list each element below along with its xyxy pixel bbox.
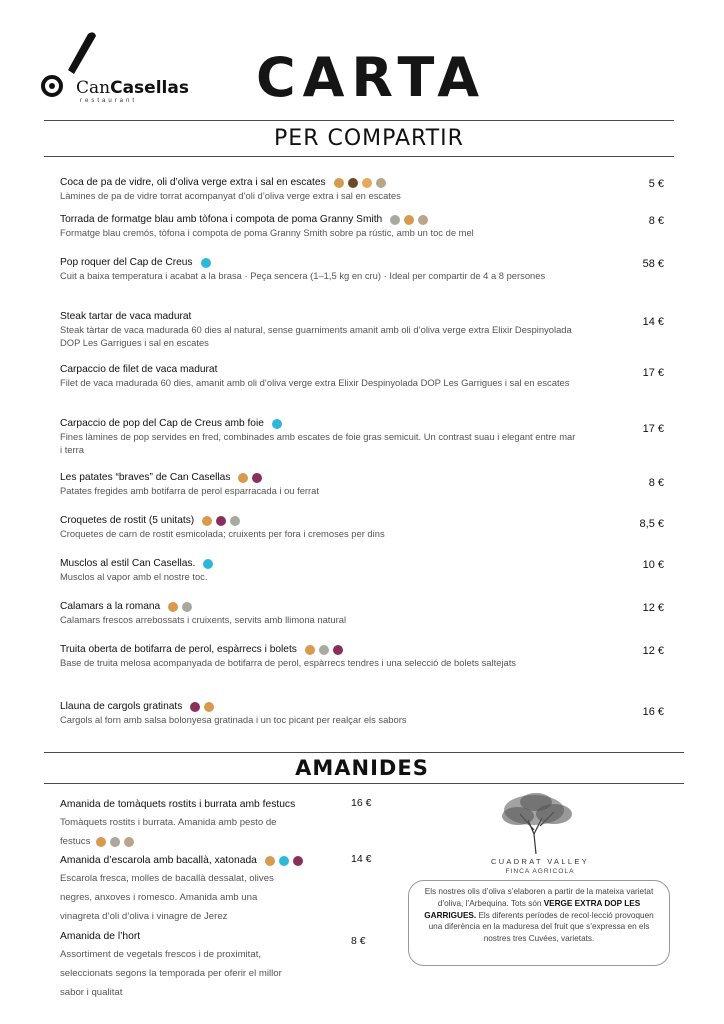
item-name bbox=[60, 310, 680, 323]
allergen-icons bbox=[272, 419, 282, 429]
salad-desc: seleccionats segons la temporada per oferir el millor bbox=[60, 968, 282, 979]
menu-item bbox=[60, 256, 680, 282]
allergen-icons bbox=[334, 178, 386, 188]
item-price: 16 € bbox=[642, 706, 664, 718]
menu-item bbox=[60, 514, 680, 540]
menu-item bbox=[60, 557, 680, 583]
section-title-compartir: PER COMPARTIR bbox=[274, 126, 464, 151]
item-price: 10 € bbox=[642, 559, 664, 571]
menu-item bbox=[60, 471, 680, 497]
mustard-icon bbox=[319, 645, 329, 655]
item-name bbox=[60, 176, 680, 189]
mustard-icon bbox=[182, 602, 192, 612]
menu-item bbox=[60, 213, 680, 239]
item-desc: Base de truita melosa acompanyada de botifarra de perol, espàrrecs tendres i una selecció de bolets saltejats bbox=[60, 657, 516, 668]
item-name bbox=[60, 471, 680, 484]
item-desc: Fines làmines de pop servides en fred, combinades amb escates de foie gras semicuit. Un contrast suau i elegant entre mar i terra bbox=[60, 431, 576, 455]
dairy-icon bbox=[348, 178, 358, 188]
salad-item bbox=[60, 852, 350, 926]
allergen-icons bbox=[203, 559, 213, 569]
item-desc: Steak tàrtar de vaca madurada 60 dies al natural, sense guarniments amanit amb oli d’oliva verge extra Elixir Despinyolada DOP Les Garrigues i sal en escates bbox=[60, 324, 572, 348]
item-name-text: Truita oberta de botifarra de perol, espàrrecs i bolets bbox=[60, 644, 297, 655]
salad-price: 8 € bbox=[351, 935, 366, 947]
brand-name: CanCasellas bbox=[76, 78, 189, 98]
section-title-amanides: AMANIDES bbox=[295, 756, 429, 780]
salad-desc: Escarola fresca, molles de bacallà dessalat, olives bbox=[60, 873, 274, 884]
gluten-icon bbox=[404, 215, 414, 225]
gluten-icon bbox=[96, 837, 106, 847]
divider bbox=[44, 156, 674, 157]
item-price: 8,5 € bbox=[639, 518, 664, 530]
item-price: 12 € bbox=[642, 602, 664, 614]
oil-text-bold: VERGE EXTRA DOP LES GARRIGUES. bbox=[424, 898, 641, 920]
salad-item bbox=[60, 796, 350, 851]
allergen-icons bbox=[238, 473, 262, 483]
sulph-icon bbox=[252, 473, 262, 483]
item-name bbox=[60, 600, 680, 613]
item-name bbox=[60, 643, 680, 656]
fish-icon bbox=[279, 856, 289, 866]
sulph-icon bbox=[190, 702, 200, 712]
salad-desc: Assortiment de vegetals frescos i de proximitat, bbox=[60, 949, 262, 960]
menu-item bbox=[60, 310, 680, 349]
item-name-text: Croquetes de rostit (5 unitats) bbox=[60, 515, 195, 526]
oil-sub: FINCA AGRICOLA bbox=[505, 868, 575, 875]
salad-name bbox=[60, 852, 350, 869]
salad-desc: sabor i qualitat bbox=[60, 987, 123, 998]
divider bbox=[44, 120, 674, 121]
item-name bbox=[60, 514, 680, 527]
item-name bbox=[60, 700, 680, 713]
sulph-icon bbox=[216, 516, 226, 526]
oil-info-box bbox=[408, 880, 670, 966]
salad-item bbox=[60, 928, 350, 1002]
oil-brand: CUADRAT VALLEY bbox=[490, 857, 590, 866]
item-price: 5 € bbox=[648, 178, 664, 190]
sulphite-icon bbox=[293, 856, 303, 866]
salad-desc bbox=[60, 832, 350, 851]
item-price: 12 € bbox=[642, 645, 664, 657]
gluten-icon bbox=[265, 856, 275, 866]
salad-name: Amanida de l’hort bbox=[60, 931, 141, 942]
item-name bbox=[60, 256, 680, 269]
allergen-icons bbox=[305, 645, 343, 655]
item-desc: Patates fregides amb botifarra de perol esparracada i ou ferrat bbox=[60, 485, 319, 496]
menu-item bbox=[60, 600, 680, 626]
salad-desc-line: festucs bbox=[60, 836, 91, 847]
gluten-icon bbox=[238, 473, 248, 483]
nuts-icon bbox=[376, 178, 386, 188]
item-name-text: Llauna de cargols gratinats bbox=[60, 701, 183, 712]
gluten-icon bbox=[334, 178, 344, 188]
item-desc: Cuit a baixa temperatura i acabat a la brasa · Peça sencera (1–1,5 kg en cru) · Ideal per compartir de 4 a 8 persones bbox=[60, 270, 546, 281]
menu-item bbox=[60, 176, 680, 202]
item-desc: Filet de vaca madurada 60 dies, amanit amb oli d’oliva verge extra Elixir Despinyolada DOP Les Garrigues i sal en escates bbox=[60, 377, 570, 388]
item-name-text: Pop roquer del Cap de Creus bbox=[60, 257, 193, 268]
menu-item bbox=[60, 700, 680, 726]
item-price: 8 € bbox=[648, 477, 664, 489]
item-price: 17 € bbox=[642, 423, 664, 435]
item-name-text: Coca de pa de vidre, oli d’oliva verge extra i sal en escates bbox=[60, 177, 326, 188]
item-desc: Cargols al forn amb salsa bolonyesa gratinada i un toc picant per realçar els sabors bbox=[60, 714, 407, 725]
sulph-icon bbox=[333, 645, 343, 655]
fish-icon bbox=[201, 258, 211, 268]
mustard-icon bbox=[230, 516, 240, 526]
gluten-icon bbox=[204, 702, 214, 712]
item-name-text: Carpaccio de pop del Cap de Creus amb foie bbox=[60, 418, 264, 429]
gluten-icon bbox=[202, 516, 212, 526]
item-price: 17 € bbox=[642, 367, 664, 379]
item-desc: Croquetes de carn de rostit esmicolada; cruixents per fora i cremoses per dins bbox=[60, 528, 385, 539]
allergen-icons bbox=[265, 856, 303, 866]
gluten-icon bbox=[168, 602, 178, 612]
allergen-icons bbox=[96, 837, 134, 847]
nuts-icon bbox=[124, 837, 134, 847]
item-price: 14 € bbox=[642, 316, 664, 328]
item-name-text: Torrada de formatge blau amb tòfona i compota de poma Granny Smith bbox=[60, 214, 383, 225]
allergen-icons bbox=[201, 258, 211, 268]
menu-item bbox=[60, 417, 680, 456]
oil-text: Els nostres olis d’oliva s’elaboren a partir de la mateixa varietat d’oliva, l’Arbequina. Tots són bbox=[424, 887, 654, 908]
allergen-icons bbox=[390, 215, 428, 225]
item-name-text: Musclos al estil Can Casellas. bbox=[60, 558, 196, 569]
divider bbox=[44, 752, 684, 753]
salad-name-text: Amanida d’escarola amb bacallà, xatonada bbox=[60, 855, 257, 866]
menu-item bbox=[60, 643, 680, 669]
gluten-icon bbox=[305, 645, 315, 655]
brand-sub: restaurant bbox=[80, 98, 138, 104]
item-name-text: Les patates “braves” de Can Casellas bbox=[60, 472, 231, 483]
item-desc: Làmines de pa de vidre torrat acompanyat d’oli d’oliva verge extra i sal en escates bbox=[60, 190, 401, 201]
page-title: CARTA bbox=[255, 46, 486, 109]
item-price: 58 € bbox=[642, 258, 664, 270]
item-name-text: Calamars a la romana bbox=[60, 601, 161, 612]
olive-tree-icon bbox=[494, 790, 578, 856]
item-desc: Formatge blau cremós, tòfona i compota de poma Granny Smith sobre pa rústic, amb un toc de mel bbox=[60, 227, 474, 238]
mustard-icon bbox=[110, 837, 120, 847]
allergen-icons bbox=[202, 516, 240, 526]
item-name-text: Carpaccio de filet de vaca madurat bbox=[60, 364, 218, 375]
item-name bbox=[60, 417, 680, 430]
fish-icon bbox=[203, 559, 213, 569]
divider bbox=[44, 783, 684, 784]
egg-icon bbox=[362, 178, 372, 188]
allergen-icons bbox=[168, 602, 192, 612]
allergen-icons bbox=[190, 702, 214, 712]
item-name-text: Steak tartar de vaca madurat bbox=[60, 311, 192, 322]
item-name bbox=[60, 557, 680, 570]
menu-item bbox=[60, 363, 680, 389]
item-desc: Musclos al vapor amb el nostre toc. bbox=[60, 571, 208, 582]
salad-desc: Tomàquets rostits i burrata. Amanida amb pesto de bbox=[60, 817, 277, 828]
salad-price: 16 € bbox=[351, 797, 372, 809]
salad-desc: vinagreta d’oli d’oliva i vinagre de Jerez bbox=[60, 911, 228, 922]
salad-name: Amanida de tomàquets rostits i burrata amb festucs bbox=[60, 799, 296, 810]
item-name bbox=[60, 213, 680, 226]
nuts-icon bbox=[418, 215, 428, 225]
item-name bbox=[60, 363, 680, 376]
salad-price: 14 € bbox=[351, 853, 372, 865]
mustard-icon bbox=[390, 215, 400, 225]
fish-icon bbox=[272, 419, 282, 429]
item-price: 8 € bbox=[648, 215, 664, 227]
oil-text: Els diferents períodes de recol·lecció provoquen una diferència en la maduresa del fruit que s’expressa en els nostres tres Cuvées, varietats. bbox=[428, 910, 654, 944]
item-desc: Calamars frescos arrebossats i cruixents, servits amb llimona natural bbox=[60, 614, 347, 625]
salad-desc: negres, anxoves i romesco. Amanida amb una bbox=[60, 892, 258, 903]
